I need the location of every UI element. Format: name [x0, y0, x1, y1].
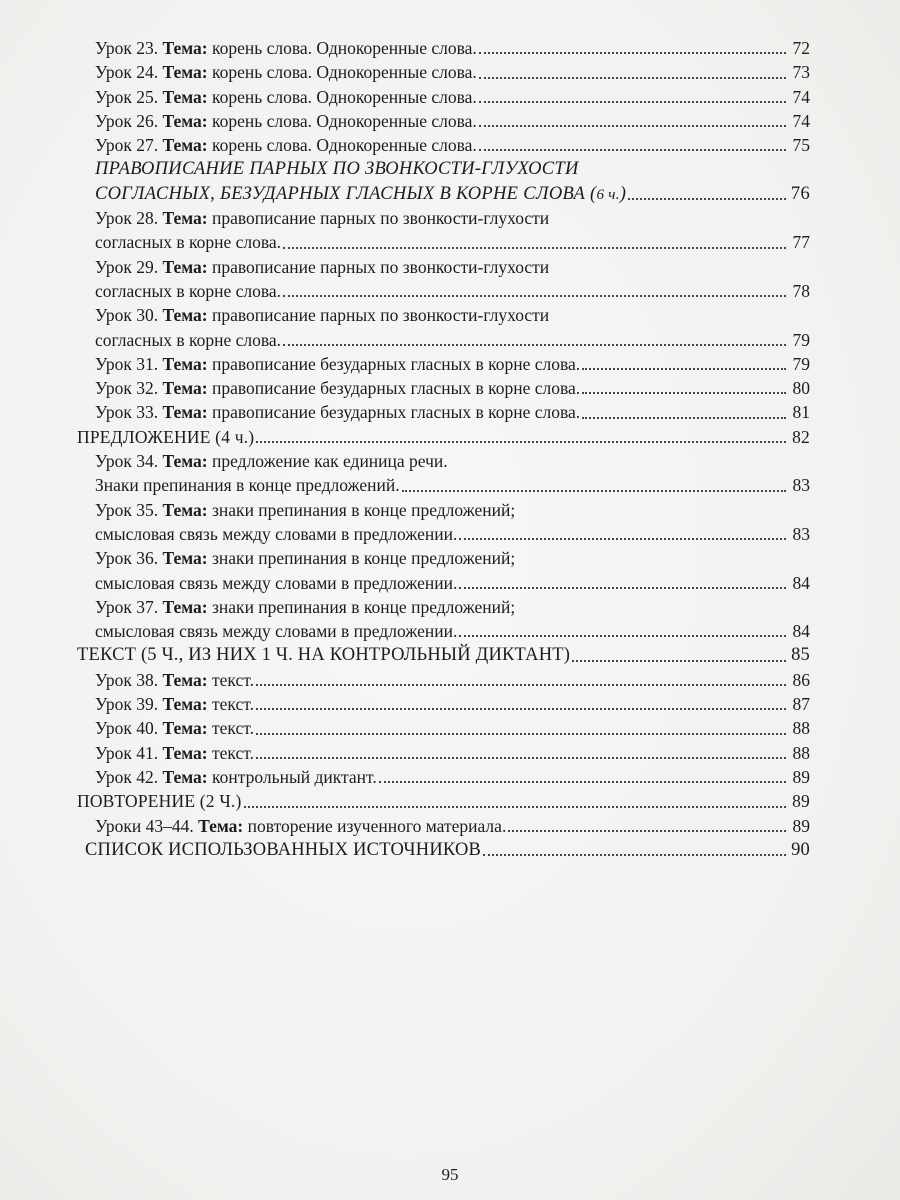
page-ref: 72 [792, 38, 810, 58]
page-ref: 73 [792, 62, 810, 83]
lesson-topic: корень слова. Однокоренные слова. [207, 110, 477, 131]
dot-leader [283, 295, 786, 297]
section-title: ПОВТОРЕНИЕ (2 Ч.) [77, 791, 242, 812]
lesson-topic-cont: согласных в корне слова. [95, 329, 282, 350]
toc-entry-lesson-30[interactable] [95, 303, 810, 352]
toc-section-sources[interactable] [85, 838, 810, 862]
section-title: ПРЕДЛОЖЕНИЕ (4 ч.) [77, 426, 255, 447]
lesson-number: Урок 34. [95, 451, 159, 472]
lesson-number: Урок 38. [95, 669, 159, 690]
lesson-number: Урок 30. [95, 305, 159, 326]
lesson-number: Урок 39. [95, 694, 159, 715]
page-ref: 78 [792, 280, 810, 301]
lesson-number: Урок 31. [95, 353, 159, 374]
dot-leader [256, 684, 786, 686]
toc-section-spelling[interactable] [95, 157, 810, 206]
toc-entry-lesson-40[interactable] [95, 716, 810, 740]
topic-label: Тема: [162, 353, 208, 374]
lesson-topic: знаки препинания в конце предложений; [207, 548, 516, 569]
lesson-topic: правописание парных по звонкости-глухости [207, 305, 550, 326]
dot-leader [508, 830, 786, 832]
topic-label: Тема: [162, 499, 208, 520]
toc-section-repetition[interactable] [77, 789, 810, 813]
section-hours: 6 ч. [596, 186, 620, 203]
toc-entry-lesson-37[interactable] [95, 595, 810, 644]
lesson-topic: знаки препинания в конце предложений; [207, 596, 516, 617]
dot-leader [256, 441, 786, 443]
toc-entry-lesson-39[interactable] [95, 692, 810, 716]
toc-entry-lesson-27[interactable] [95, 133, 810, 157]
topic-label: Тема: [162, 694, 208, 715]
lesson-number: Урок 42. [95, 766, 159, 787]
lesson-topic: текст. [207, 718, 254, 739]
section-title: ТЕКСТ (5 Ч., ИЗ НИХ 1 Ч. НА КОНТРОЛЬНЫЙ ДИКТАНТ) [77, 645, 571, 666]
dot-leader [283, 344, 786, 346]
lesson-topic-cont: Знаки препинания в конце предложений. [95, 475, 400, 496]
toc-entry-lesson-23[interactable] [95, 36, 810, 60]
toc-entry-lesson-42[interactable] [95, 765, 810, 789]
topic-label: Тема: [162, 110, 208, 131]
lesson-number: Уроки 43–44. [95, 815, 194, 836]
toc-entry-lesson-41[interactable] [95, 741, 810, 765]
page-ref: 84 [792, 572, 810, 593]
lesson-number: Урок 37. [95, 596, 159, 617]
topic-label: Тема: [162, 451, 208, 472]
topic-label: Тема: [162, 669, 208, 690]
topic-label: Тема: [162, 402, 208, 423]
page-ref: 80 [792, 378, 810, 399]
lesson-number: Урок 36. [95, 548, 159, 569]
toc-entry-lesson-26[interactable] [95, 109, 810, 133]
lesson-number: Урок 28. [95, 208, 159, 229]
lesson-topic: текст. [207, 694, 254, 715]
page-ref: 88 [792, 718, 810, 739]
dot-leader [244, 806, 786, 808]
dot-leader [256, 708, 786, 710]
dot-leader [379, 781, 786, 783]
page-ref: 83 [792, 523, 810, 544]
topic-label: Тема: [198, 815, 244, 836]
lesson-topic-cont: согласных в корне слова. [95, 232, 282, 253]
lesson-topic: правописание парных по звонкости-глухости [207, 208, 550, 229]
dot-leader [283, 247, 786, 249]
topic-label: Тема: [162, 766, 208, 787]
lesson-number: Урок 40. [95, 718, 159, 739]
dot-leader [479, 149, 786, 151]
toc-entry-lesson-38[interactable] [95, 668, 810, 692]
topic-label: Тема: [162, 135, 208, 156]
topic-label: Тема: [162, 742, 208, 763]
lesson-number: Урок 24. [95, 62, 159, 83]
dot-leader [483, 854, 786, 856]
toc-entry-lesson-31[interactable] [95, 352, 810, 376]
lesson-number: Урок 35. [95, 499, 159, 520]
section-title-line2: СОГЛАСНЫХ, БЕЗУДАРНЫХ ГЛАСНЫХ В КОРНЕ СЛОВА ( [95, 183, 597, 204]
page-ref: 87 [792, 694, 810, 715]
page-ref: 77 [792, 232, 810, 253]
table-of-contents [77, 36, 810, 862]
toc-entry-lesson-32[interactable] [95, 376, 810, 400]
dot-leader [459, 635, 786, 637]
toc-entry-lessons-43-44[interactable] [95, 814, 810, 838]
page-ref: 89 [792, 766, 810, 787]
toc-entry-lesson-29[interactable] [95, 255, 810, 304]
lesson-topic-cont: смысловая связь между словами в предложении. [95, 523, 458, 544]
topic-label: Тема: [162, 718, 208, 739]
page-ref: 75 [792, 135, 810, 156]
toc-section-text[interactable] [77, 643, 810, 667]
toc-section-sentence[interactable] [77, 425, 810, 449]
dot-leader [479, 77, 786, 79]
topic-label: Тема: [162, 86, 208, 107]
topic-label: Тема: [162, 62, 208, 83]
lesson-topic: корень слова. Однокоренные слова. [207, 135, 477, 156]
toc-entry-lesson-25[interactable] [95, 85, 810, 109]
toc-entry-lesson-34[interactable] [95, 449, 810, 498]
dot-leader [572, 660, 786, 662]
topic-label: Тема: [162, 596, 208, 617]
dot-leader [256, 757, 786, 759]
lesson-topic: текст. [207, 669, 254, 690]
lesson-topic: корень слова. Однокоренные слова. [207, 62, 477, 83]
dot-leader [582, 417, 786, 419]
dot-leader [402, 490, 786, 492]
lesson-topic: текст. [207, 742, 254, 763]
topic-label: Тема: [162, 256, 208, 277]
page-ref: 85 [791, 645, 810, 666]
lesson-topic: правописание парных по звонкости-глухости [207, 256, 550, 277]
lesson-topic: предложение как единица речи. [207, 451, 448, 472]
section-title: СПИСОК ИСПОЛЬЗОВАННЫХ ИСТОЧНИКОВ [85, 839, 482, 860]
toc-entry-lesson-24[interactable] [95, 60, 810, 84]
lesson-topic-cont: согласных в корне слова. [95, 280, 282, 301]
topic-label: Тема: [162, 305, 208, 326]
page-ref: 74 [792, 86, 810, 107]
page-ref: 83 [792, 475, 810, 496]
lesson-topic: корень слова. Однокоренные слова. [207, 86, 477, 107]
topic-label: Тема: [162, 548, 208, 569]
lesson-number: Урок 29. [95, 256, 159, 277]
page-ref: 84 [792, 621, 810, 642]
dot-leader [459, 538, 786, 540]
lesson-number: Урок 23. [95, 38, 159, 58]
lesson-topic: правописание безударных гласных в корне слова. [207, 353, 581, 374]
lesson-topic-cont: смысловая связь между словами в предложении. [95, 572, 458, 593]
lesson-number: Урок 25. [95, 86, 159, 107]
dot-leader [256, 733, 786, 735]
dot-leader [582, 392, 786, 394]
page-ref: 79 [792, 329, 810, 350]
page-number: 95 [441, 1165, 459, 1184]
dot-leader [582, 368, 786, 370]
page-ref: 81 [792, 402, 810, 423]
lesson-topic: корень слова. Однокоренные слова. [207, 38, 477, 58]
page-ref: 82 [792, 426, 810, 447]
toc-entry-lesson-28[interactable] [95, 206, 810, 255]
dot-leader [628, 198, 786, 200]
lesson-topic: повторение изученного материала. [243, 815, 507, 836]
toc-entry-lesson-36[interactable] [95, 546, 810, 595]
section-title-close: ) [619, 183, 627, 204]
section-title-line1: ПРАВОПИСАНИЕ ПАРНЫХ ПО ЗВОНКОСТИ-ГЛУХОСТИ [95, 159, 579, 180]
dot-leader [479, 125, 786, 127]
dot-leader [459, 587, 786, 589]
page-ref: 76 [790, 183, 810, 204]
page-ref: 89 [792, 815, 810, 836]
lesson-number: Урок 33. [95, 402, 159, 423]
dot-leader [479, 101, 786, 103]
toc-entry-lesson-33[interactable] [95, 400, 810, 424]
lesson-topic: правописание безударных гласных в корне слова. [207, 378, 581, 399]
topic-label: Тема: [162, 378, 208, 399]
lesson-number: Урок 32. [95, 378, 159, 399]
lesson-number: Урок 41. [95, 742, 159, 763]
lesson-number: Урок 26. [95, 110, 159, 131]
page-ref: 74 [792, 110, 810, 131]
lesson-topic: контрольный диктант. [207, 766, 377, 787]
lesson-topic: знаки препинания в конце предложений; [207, 499, 516, 520]
lesson-topic-cont: смысловая связь между словами в предложении. [95, 621, 458, 642]
page-ref: 86 [792, 669, 810, 690]
topic-label: Тема: [162, 38, 208, 58]
page-ref: 88 [792, 742, 810, 763]
toc-entry-lesson-35[interactable] [95, 498, 810, 547]
topic-label: Тема: [162, 208, 208, 229]
lesson-number: Урок 27. [95, 135, 159, 156]
page-ref: 90 [791, 839, 810, 860]
page-ref: 79 [792, 353, 810, 374]
page-ref: 89 [792, 791, 810, 812]
dot-leader [479, 52, 786, 54]
lesson-topic: правописание безударных гласных в корне слова. [207, 402, 581, 423]
